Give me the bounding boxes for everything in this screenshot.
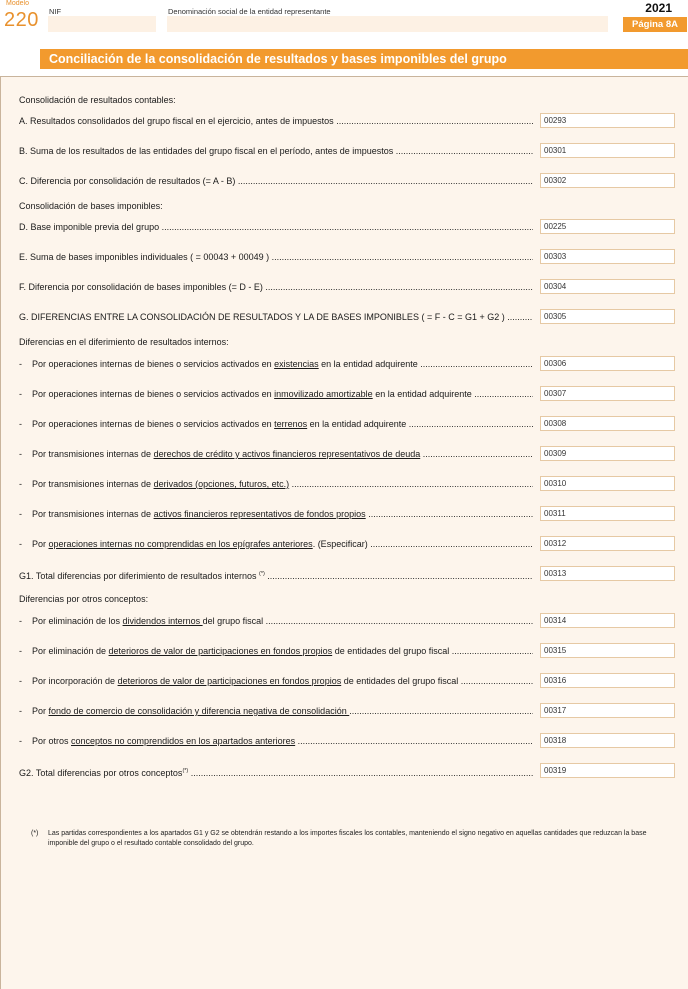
field-00225[interactable] bbox=[540, 219, 675, 234]
row-label: Por transmisiones internas de derivados (opciones, futuros, etc.) ..... bbox=[32, 476, 533, 492]
year: 2021 bbox=[645, 1, 672, 15]
row-00318 bbox=[19, 733, 676, 749]
field-code: 00310 bbox=[544, 479, 567, 488]
field-00307[interactable] bbox=[540, 386, 675, 401]
row-00305 bbox=[19, 309, 676, 325]
row-00316 bbox=[19, 673, 676, 689]
field-00317[interactable] bbox=[540, 703, 675, 718]
row-label: Por otros conceptos no comprendidos en los apartados anteriores ..... bbox=[32, 733, 533, 749]
denominacion-input[interactable] bbox=[167, 16, 608, 32]
section-diferimiento: Diferencias en el diferimiento de resultados internos: bbox=[19, 337, 229, 347]
nif-label: NIF bbox=[49, 7, 62, 16]
row-00307 bbox=[19, 386, 676, 402]
row-label: D. Base imponible previa del grupo ..... bbox=[19, 219, 533, 235]
row-dash: - bbox=[19, 539, 22, 549]
field-code: 00318 bbox=[544, 736, 567, 745]
row-dash: - bbox=[19, 419, 22, 429]
field-00315[interactable] bbox=[540, 643, 675, 658]
row-label: Por operaciones internas de bienes o servicios activados en existencias en la entidad adquirente ..... bbox=[32, 356, 533, 372]
row-00311 bbox=[19, 506, 676, 522]
field-code: 00308 bbox=[544, 419, 567, 428]
field-code: 00311 bbox=[544, 509, 566, 518]
field-00302[interactable] bbox=[540, 173, 675, 188]
field-code: 00319 bbox=[544, 766, 567, 775]
field-code: 00312 bbox=[544, 539, 567, 548]
field-00305[interactable] bbox=[540, 309, 675, 324]
nif-input[interactable] bbox=[48, 16, 156, 32]
row-label: E. Suma de bases imponibles individuales ( = 00043 + 00049 ) ..... bbox=[19, 249, 533, 265]
row-00225 bbox=[19, 219, 676, 235]
page-title: Conciliación de la consolidación de resultados y bases imponibles del grupo bbox=[40, 49, 688, 69]
field-code: 00301 bbox=[544, 146, 567, 155]
row-label: Por operaciones internas no comprendidas en los epígrafes anteriores. (Especificar) ..... bbox=[32, 536, 533, 552]
field-code: 00317 bbox=[544, 706, 567, 715]
field-00293[interactable] bbox=[540, 113, 675, 128]
row-label: Por incorporación de deterioros de valor de participaciones en fondos propios de entidades del grupo fiscal ..... bbox=[32, 673, 533, 689]
row-label: Por transmisiones internas de derechos de crédito y activos financieros representativos de deuda ..... bbox=[32, 446, 533, 462]
section-bases-imponibles: Consolidación de bases imponibles: bbox=[19, 201, 163, 211]
modelo-number: 220 bbox=[4, 9, 39, 31]
footnote-mark: (*) bbox=[31, 830, 39, 837]
form-panel bbox=[0, 76, 688, 989]
row-00303 bbox=[19, 249, 676, 265]
row-00317 bbox=[19, 703, 676, 719]
row-dash: - bbox=[19, 359, 22, 369]
field-00309[interactable] bbox=[540, 446, 675, 461]
field-00308[interactable] bbox=[540, 416, 675, 431]
field-00313[interactable] bbox=[540, 566, 675, 581]
row-dash: - bbox=[19, 509, 22, 519]
field-00314[interactable] bbox=[540, 613, 675, 628]
denominacion-label: Denominación social de la entidad representante bbox=[168, 7, 331, 16]
row-dash: - bbox=[19, 389, 22, 399]
row-label: Por operaciones internas de bienes o servicios activados en inmovilizado amortizable en la entidad adquirente ..... bbox=[32, 386, 533, 402]
field-00311[interactable] bbox=[540, 506, 675, 521]
field-code: 00305 bbox=[544, 312, 567, 321]
row-00319 bbox=[19, 763, 676, 779]
field-00312[interactable] bbox=[540, 536, 675, 551]
row-label: G. DIFERENCIAS ENTRE LA CONSOLIDACIÓN DE RESULTADOS Y LA DE BASES IMPONIBLES ( = F - C = G1 + G2 ) ..... bbox=[19, 309, 533, 325]
row-00315 bbox=[19, 643, 676, 659]
field-00319[interactable] bbox=[540, 763, 675, 778]
field-code: 00225 bbox=[544, 222, 567, 231]
row-label: Por operaciones internas de bienes o servicios activados en terrenos en la entidad adquirente ..... bbox=[32, 416, 533, 432]
row-dash: - bbox=[19, 449, 22, 459]
row-00312 bbox=[19, 536, 676, 552]
field-code: 00303 bbox=[544, 252, 567, 261]
row-label: Por fondo de comercio de consolidación y diferencia negativa de consolidación ..... bbox=[32, 703, 533, 719]
row-label: F. Diferencia por consolidación de bases imponibles (= D - E) ..... bbox=[19, 279, 533, 295]
row-label: C. Diferencia por consolidación de resultados (= A - B) ..... bbox=[19, 173, 533, 189]
field-00301[interactable] bbox=[540, 143, 675, 158]
row-label: Por eliminación de los dividendos internos del grupo fiscal ..... bbox=[32, 613, 533, 629]
field-code: 00316 bbox=[544, 676, 567, 685]
field-code: 00309 bbox=[544, 449, 567, 458]
row-00301 bbox=[19, 143, 676, 159]
row-label: G1. Total diferencias por diferimiento de resultados internos (*) ..... bbox=[19, 566, 533, 584]
row-dash: - bbox=[19, 676, 22, 686]
field-00303[interactable] bbox=[540, 249, 675, 264]
field-00310[interactable] bbox=[540, 476, 675, 491]
row-dash: - bbox=[19, 736, 22, 746]
row-label: G2. Total diferencias por otros conceptos(*) ..... bbox=[19, 763, 533, 781]
row-dash: - bbox=[19, 706, 22, 716]
field-code: 00293 bbox=[544, 116, 567, 125]
field-00304[interactable] bbox=[540, 279, 675, 294]
row-00306 bbox=[19, 356, 676, 372]
modelo-label: Modelo bbox=[6, 0, 29, 7]
row-label: A. Resultados consolidados del grupo fiscal en el ejercicio, antes de impuestos ..... bbox=[19, 113, 533, 129]
row-00310 bbox=[19, 476, 676, 492]
row-00293 bbox=[19, 113, 676, 129]
form-header bbox=[0, 0, 688, 40]
field-00306[interactable] bbox=[540, 356, 675, 371]
row-dash: - bbox=[19, 616, 22, 626]
row-00309 bbox=[19, 446, 676, 462]
field-code: 00306 bbox=[544, 359, 567, 368]
row-dash: - bbox=[19, 479, 22, 489]
footnote-text: Las partidas correspondientes a los apartados G1 y G2 se obtendrán restando a los importes fiscales los contables, manteniendo el signo negativo en aquellas cantidades que reduzcan la base imponible del grupo o el resultado contable consolidado del grupo. bbox=[48, 830, 647, 847]
row-dash: - bbox=[19, 646, 22, 656]
section-otros-conceptos: Diferencias por otros conceptos: bbox=[19, 594, 149, 604]
row-00302 bbox=[19, 173, 676, 189]
row-label: Por eliminación de deterioros de valor de participaciones en fondos propios de entidades del grupo fiscal ..... bbox=[32, 643, 533, 659]
row-00304 bbox=[19, 279, 676, 295]
field-code: 00304 bbox=[544, 282, 567, 291]
field-00316[interactable] bbox=[540, 673, 675, 688]
row-00308 bbox=[19, 416, 676, 432]
row-00314 bbox=[19, 613, 676, 629]
field-00318[interactable] bbox=[540, 733, 675, 748]
field-code: 00302 bbox=[544, 176, 567, 185]
section-resultados-contables: Consolidación de resultados contables: bbox=[19, 95, 176, 105]
row-00313 bbox=[19, 566, 676, 582]
row-label: B. Suma de los resultados de las entidades del grupo fiscal en el período, antes de impuestos ..... bbox=[19, 143, 533, 159]
field-code: 00315 bbox=[544, 646, 567, 655]
page-badge: Página 8A bbox=[623, 17, 687, 32]
field-code: 00307 bbox=[544, 389, 567, 398]
field-code: 00314 bbox=[544, 616, 567, 625]
row-label: Por transmisiones internas de activos financieros representativos de fondos propios ..... bbox=[32, 506, 533, 522]
field-code: 00313 bbox=[544, 569, 567, 578]
